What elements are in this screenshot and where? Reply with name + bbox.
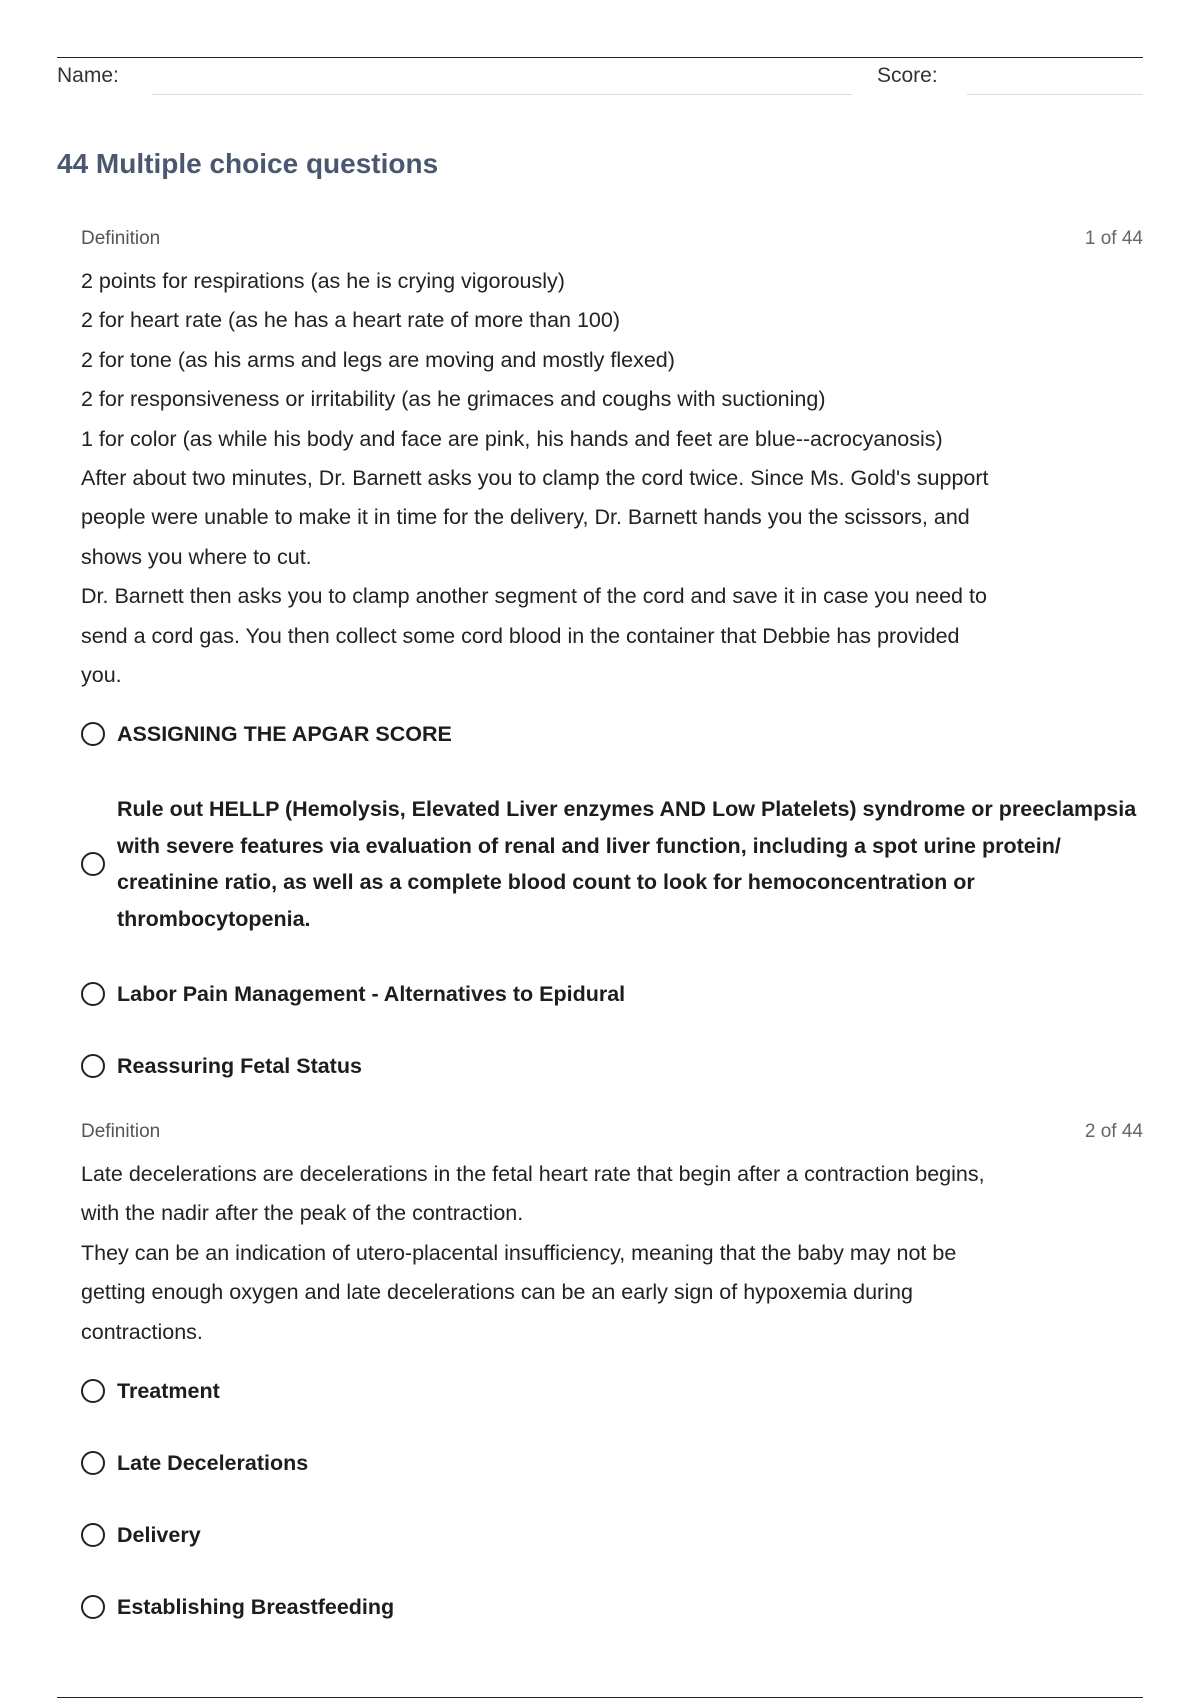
- definition-line: send a cord gas. You then collect some cord blood in the container that Debbie has provided: [81, 623, 960, 648]
- top-divider: [57, 57, 1143, 58]
- radio-circle-icon[interactable]: [81, 1523, 105, 1547]
- question-1: [81, 228, 1143, 1123]
- question-type-label: Definition: [81, 1121, 161, 1142]
- section-title: 44 Multiple choice questions: [57, 148, 439, 179]
- definition-line: 2 points for respirations (as he is crying vigorously): [81, 269, 565, 293]
- answer-option[interactable]: [81, 719, 1143, 749]
- definition-line: people were unable to make it in time for the delivery, Dr. Barnett hands you the scissors, and: [81, 505, 970, 530]
- radio-circle-icon[interactable]: [81, 1595, 105, 1619]
- definition-line: shows you where to cut.: [81, 544, 312, 569]
- answer-option[interactable]: [81, 1448, 1143, 1478]
- answer-option-label: Delivery: [117, 1522, 201, 1547]
- name-label: Name:: [57, 64, 119, 87]
- answer-option[interactable]: [81, 979, 1143, 1009]
- radio-circle-icon[interactable]: [81, 1054, 105, 1078]
- answer-option-label: Reassuring Fetal Status: [117, 1053, 362, 1078]
- answer-option-label: Rule out HELLP (Hemolysis, Elevated Liver enzymes AND Low Platelets) syndrome or preeclampsia with severe features via evaluation of renal and liver function, including a spot urine protein/ creatinine ratio, as well as a complete blood count to look for hemoconcentration or thrombocytopenia.: [117, 797, 1137, 931]
- radio-circle-icon[interactable]: [81, 722, 105, 746]
- radio-circle-icon[interactable]: [81, 1379, 105, 1403]
- definition-line: getting enough oxygen and late decelerations can be an early sign of hypoxemia during: [81, 1280, 913, 1305]
- definition-line: They can be an indication of utero-placental insufficiency, meaning that the baby may not be: [81, 1240, 957, 1265]
- student-header: [57, 62, 1143, 98]
- definition-line: contractions.: [81, 1319, 203, 1344]
- worksheet-page: [57, 0, 1143, 1700]
- answer-option[interactable]: [81, 1376, 1143, 1406]
- answer-option-label: Labor Pain Management - Alternatives to Epidural: [117, 981, 626, 1006]
- definition-line: 2 for tone (as his arms and legs are moving and mostly flexed): [81, 347, 675, 372]
- question-definition: [81, 1155, 1143, 1352]
- bottom-divider: [57, 1697, 1143, 1698]
- question-2: [81, 1121, 1143, 1664]
- question-type-label: Definition: [81, 228, 161, 249]
- score-blank-line: [967, 94, 1143, 95]
- question-counter: 1 of 44: [1084, 228, 1143, 249]
- answer-options: [81, 719, 1143, 1081]
- definition-line: After about two minutes, Dr. Barnett asks you to clamp the cord twice. Since Ms. Gold's support: [81, 466, 989, 491]
- answer-option-label: Establishing Breastfeeding: [117, 1594, 395, 1619]
- answer-option[interactable]: [81, 791, 1143, 937]
- question-counter: 2 of 44: [1084, 1121, 1143, 1142]
- question-header: [81, 228, 1143, 256]
- definition-line: Late decelerations are decelerations in the fetal heart rate that begin after a contraction begins,: [81, 1162, 985, 1186]
- question-header: [81, 1121, 1143, 1149]
- answer-option-label: ASSIGNING THE APGAR SCORE: [117, 721, 452, 746]
- answer-option[interactable]: [81, 1592, 1143, 1622]
- radio-circle-icon[interactable]: [81, 982, 105, 1006]
- score-label: Score:: [877, 64, 938, 87]
- answer-options: [81, 1376, 1143, 1622]
- definition-line: Dr. Barnett then asks you to clamp another segment of the cord and save it in case you need to: [81, 584, 987, 609]
- definition-line: with the nadir after the peak of the contraction.: [81, 1201, 524, 1226]
- answer-option[interactable]: [81, 1051, 1143, 1081]
- answer-option[interactable]: [81, 1520, 1143, 1550]
- definition-line: 2 for responsiveness or irritability (as he grimaces and coughs with suctioning): [81, 387, 826, 412]
- answer-option-label: Treatment: [117, 1378, 220, 1403]
- definition-line: you.: [81, 663, 122, 688]
- question-definition: [81, 262, 1143, 695]
- name-blank-line: [152, 94, 852, 95]
- answer-option-label: Late Decelerations: [117, 1450, 309, 1475]
- definition-line: 1 for color (as while his body and face are pink, his hands and feet are blue--acrocyanosis): [81, 426, 943, 451]
- radio-circle-icon[interactable]: [81, 852, 105, 876]
- definition-line: 2 for heart rate (as he has a heart rate of more than 100): [81, 308, 621, 333]
- radio-circle-icon[interactable]: [81, 1451, 105, 1475]
